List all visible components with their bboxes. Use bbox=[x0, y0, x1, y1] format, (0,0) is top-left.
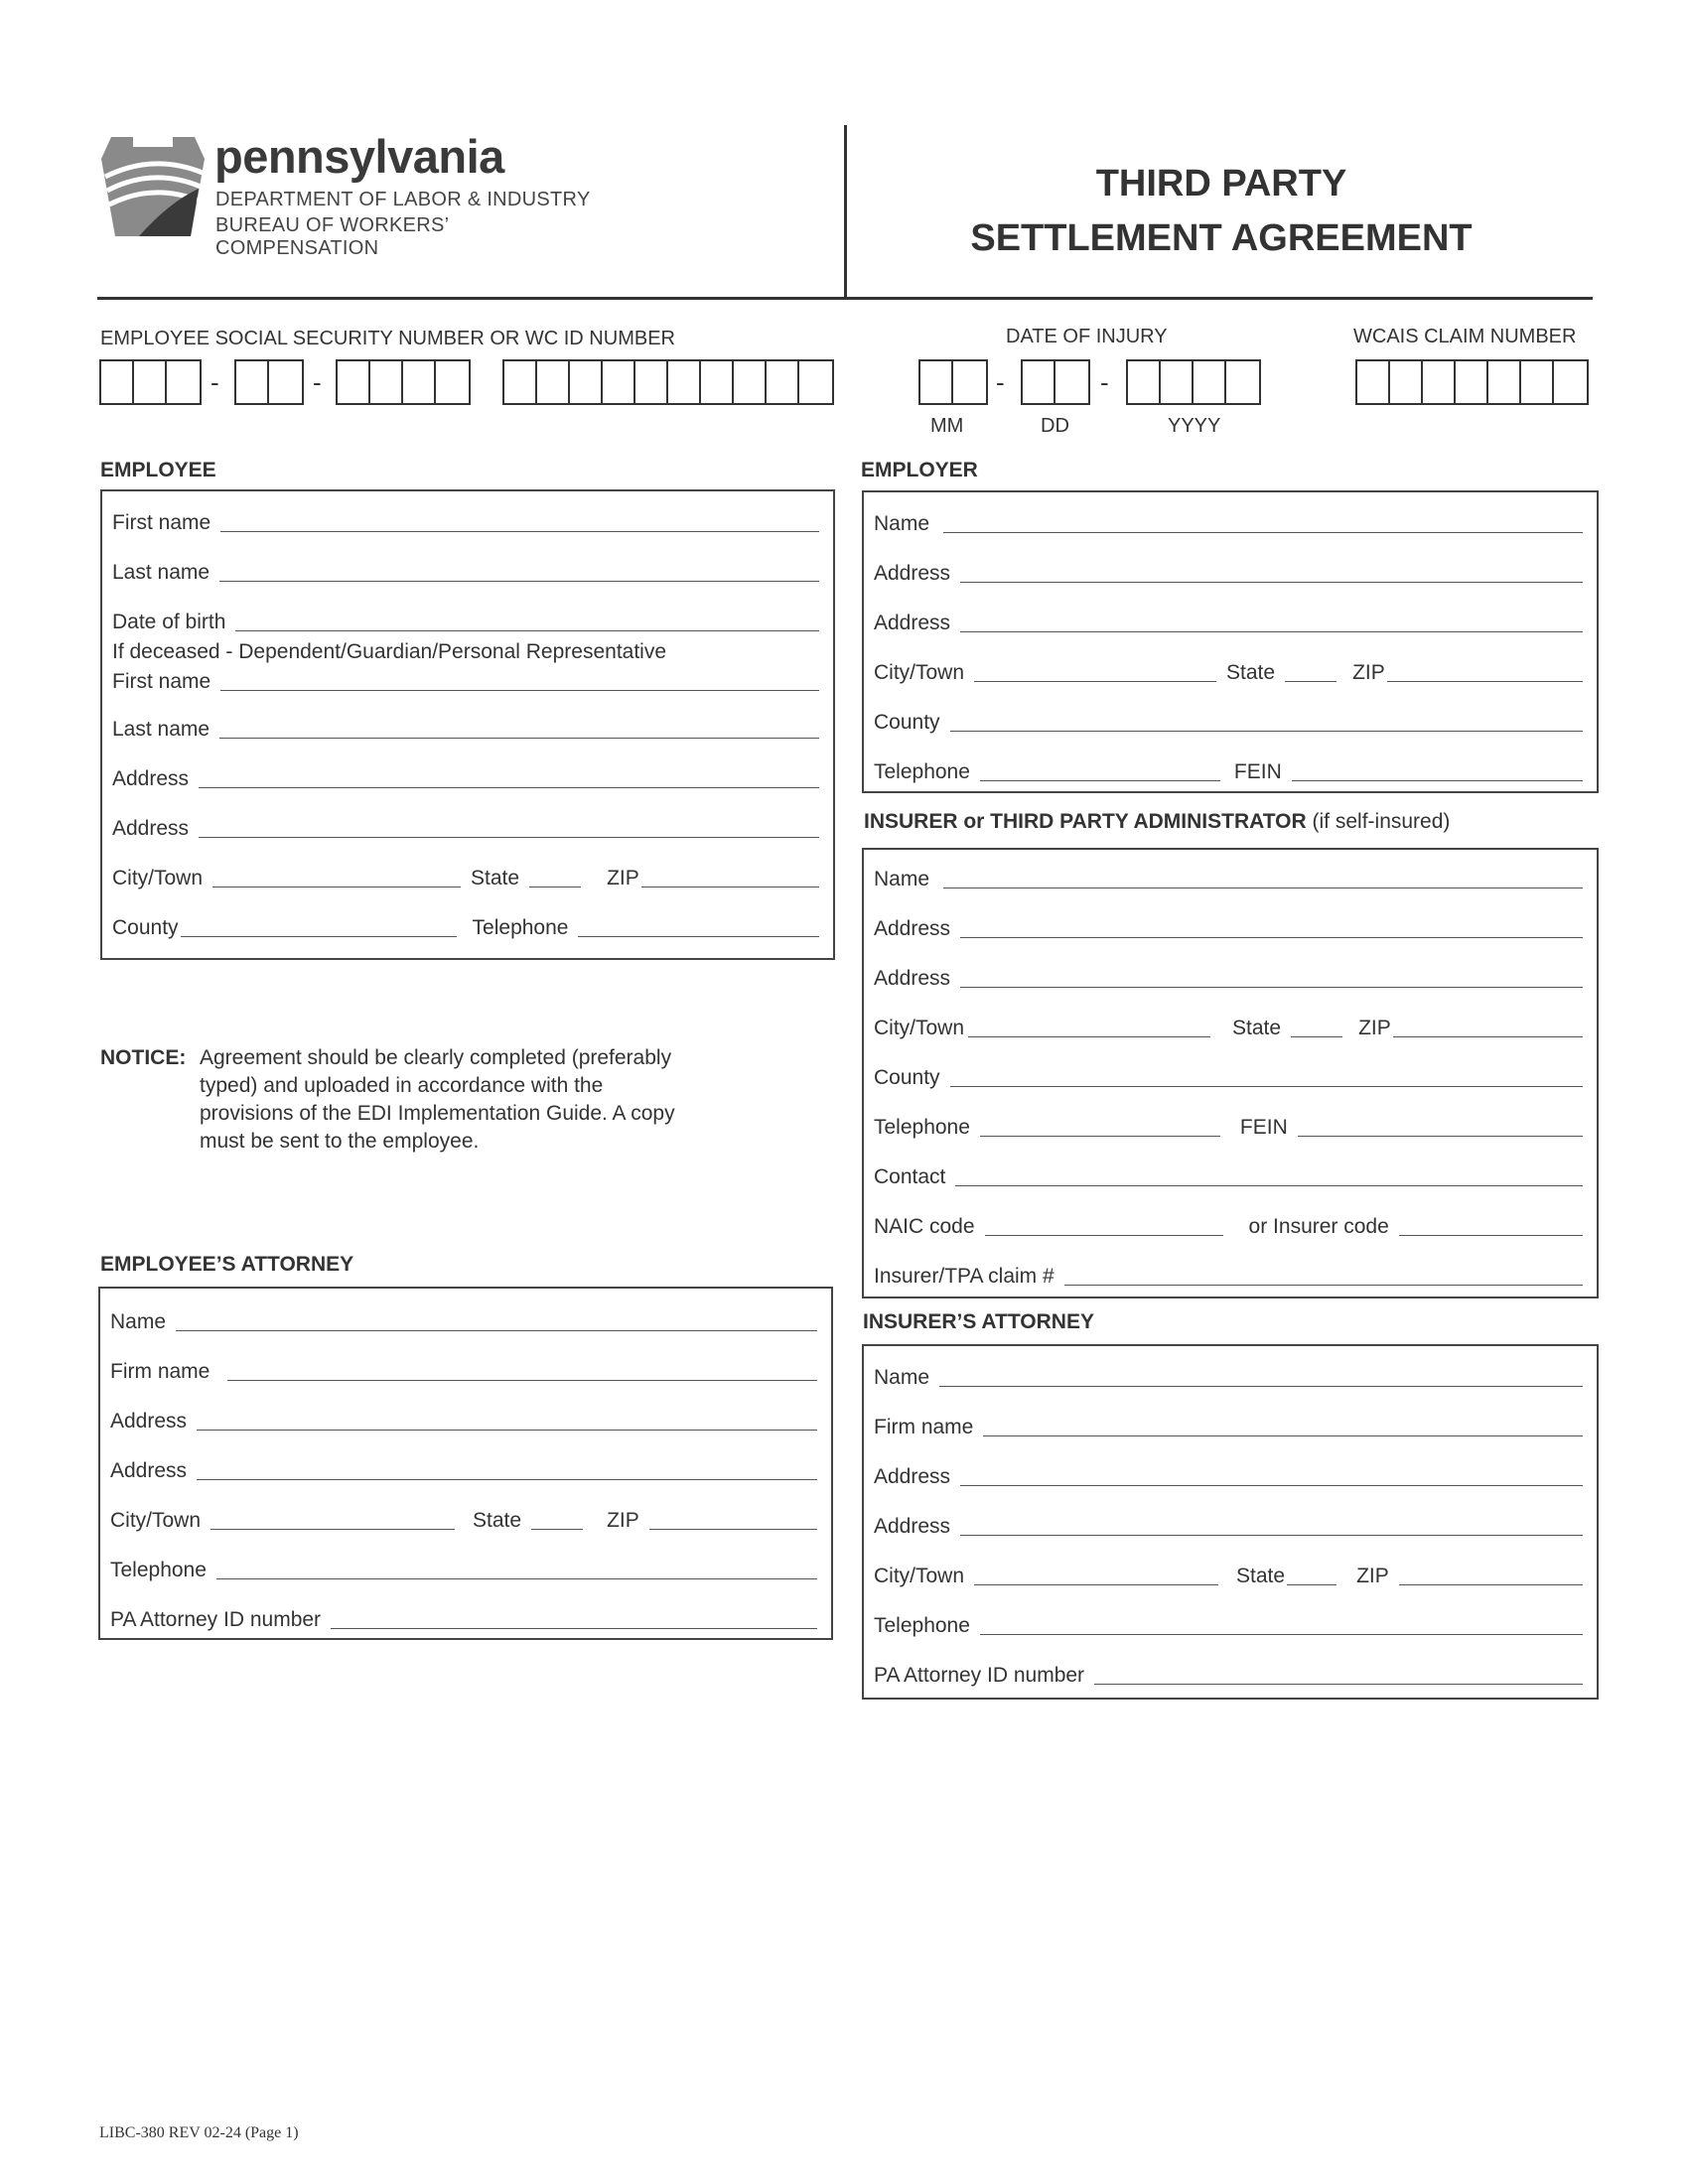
injury-month-input[interactable] bbox=[918, 359, 988, 405]
insurer-name-field[interactable] bbox=[943, 871, 1583, 888]
title-line-2: SETTLEMENT AGREEMENT bbox=[970, 217, 1473, 259]
insurer-contact-label: Contact bbox=[874, 1165, 946, 1188]
employee-state-label: State bbox=[471, 867, 520, 889]
ea-state-field[interactable] bbox=[531, 1512, 583, 1530]
insurer-telephone-row bbox=[864, 1110, 1597, 1140]
ia-pa-id-label: PA Attorney ID number bbox=[874, 1664, 1085, 1687]
insurer-claim-label: Insurer/TPA claim # bbox=[874, 1265, 1055, 1288]
ia-address2-field[interactable] bbox=[960, 1518, 1583, 1536]
insurer-state-field[interactable] bbox=[1291, 1020, 1342, 1037]
ia-city-field[interactable] bbox=[974, 1568, 1218, 1585]
ea-firm-field[interactable] bbox=[227, 1363, 817, 1381]
insurer-address1-field[interactable] bbox=[960, 920, 1583, 938]
ia-telephone-row bbox=[864, 1608, 1597, 1638]
employer-name-label: Name bbox=[874, 512, 930, 535]
ssn-part2-input[interactable] bbox=[234, 359, 304, 405]
insurer-state-label: State bbox=[1232, 1017, 1282, 1039]
insurer-fein-label: FEIN bbox=[1239, 1116, 1288, 1139]
ia-pa-id-row bbox=[864, 1658, 1597, 1688]
ea-city-label: City/Town bbox=[110, 1509, 202, 1532]
ia-name-label: Name bbox=[874, 1366, 930, 1389]
employee-telephone-field[interactable] bbox=[578, 919, 819, 937]
employer-telephone-label: Telephone bbox=[874, 760, 970, 783]
insurer-address2-row bbox=[864, 961, 1597, 991]
mm-caption: MM bbox=[930, 415, 964, 437]
keystone-logo-icon bbox=[99, 133, 207, 240]
ia-name-field[interactable] bbox=[939, 1369, 1583, 1387]
wcais-claim-label: WCAIS CLAIM NUMBER bbox=[1353, 326, 1577, 347]
employer-telephone-row bbox=[864, 754, 1597, 784]
ea-city-field[interactable] bbox=[211, 1512, 455, 1530]
employee-address1-field[interactable] bbox=[199, 770, 819, 788]
notice-line-3: provisions of the EDI Implementation Guide. A copy bbox=[200, 1102, 675, 1125]
department-name: DEPARTMENT OF LABOR & INDUSTRY bbox=[215, 189, 591, 210]
insurer-contact-row bbox=[864, 1160, 1597, 1189]
ia-zip-label: ZIP bbox=[1356, 1565, 1389, 1587]
ea-city-row bbox=[100, 1503, 831, 1533]
logo-wordmark: pennsylvania bbox=[214, 130, 504, 183]
employee-zip-field[interactable] bbox=[641, 870, 819, 887]
insurer-city-label: City/Town bbox=[874, 1017, 965, 1039]
ea-telephone-field[interactable] bbox=[216, 1562, 817, 1579]
employee-address2-row bbox=[102, 811, 833, 841]
employer-city-field[interactable] bbox=[974, 664, 1216, 682]
employee-last-name-row bbox=[102, 555, 833, 585]
date-of-injury-label: DATE OF INJURY bbox=[1006, 326, 1168, 347]
rep-first-name-label: First name bbox=[112, 670, 211, 693]
employer-city-row bbox=[864, 655, 1597, 685]
employee-city-label: City/Town bbox=[112, 867, 204, 889]
insurer-zip-field[interactable] bbox=[1393, 1020, 1583, 1037]
ea-pa-id-row bbox=[100, 1602, 831, 1632]
employee-city-row bbox=[102, 861, 833, 890]
ea-address1-field[interactable] bbox=[197, 1413, 817, 1431]
deceased-note-row bbox=[102, 634, 833, 664]
employer-zip-field[interactable] bbox=[1387, 664, 1583, 682]
date-dash-1: - bbox=[996, 367, 1005, 397]
form-footer-id: LIBC-380 REV 02-24 (Page 1) bbox=[99, 2124, 299, 2141]
ia-address1-label: Address bbox=[874, 1465, 951, 1488]
ea-address1-label: Address bbox=[110, 1410, 188, 1433]
employee-last-name-field[interactable] bbox=[219, 564, 819, 582]
employee-zip-label: ZIP bbox=[607, 867, 639, 889]
insurer-attorney-panel bbox=[862, 1344, 1599, 1700]
ia-telephone-field[interactable] bbox=[980, 1617, 1583, 1635]
employer-address2-field[interactable] bbox=[960, 614, 1583, 632]
ia-address1-field[interactable] bbox=[960, 1468, 1583, 1486]
insurer-claim-field[interactable] bbox=[1064, 1268, 1583, 1286]
employee-dob-label: Date of birth bbox=[112, 611, 226, 633]
notice-block bbox=[100, 1044, 775, 1156]
employee-dob-field[interactable] bbox=[235, 614, 819, 631]
ia-address1-row bbox=[864, 1459, 1597, 1489]
employee-address1-label: Address bbox=[112, 767, 190, 790]
employer-county-label: County bbox=[874, 711, 940, 734]
insurer-county-field[interactable] bbox=[950, 1069, 1583, 1087]
ea-address1-row bbox=[100, 1404, 831, 1433]
employee-state-field[interactable] bbox=[529, 870, 581, 887]
ea-name-label: Name bbox=[110, 1310, 167, 1333]
employer-city-label: City/Town bbox=[874, 661, 965, 684]
employer-address2-label: Address bbox=[874, 612, 951, 634]
wcais-claim-input[interactable] bbox=[1355, 359, 1589, 405]
insurer-county-label: County bbox=[874, 1066, 940, 1089]
ia-address2-row bbox=[864, 1509, 1597, 1539]
ea-state-label: State bbox=[473, 1509, 522, 1532]
notice-line-4: must be sent to the employee. bbox=[200, 1130, 480, 1153]
employer-panel bbox=[862, 490, 1599, 793]
ia-state-field[interactable] bbox=[1287, 1568, 1336, 1585]
insurer-address2-field[interactable] bbox=[960, 970, 1583, 988]
insurer-zip-label: ZIP bbox=[1358, 1017, 1391, 1039]
insurer-section-title bbox=[864, 810, 1450, 834]
ssn-dash-1: - bbox=[211, 367, 219, 397]
insurer-code-field[interactable] bbox=[1399, 1218, 1583, 1236]
insurer-naic-row bbox=[864, 1209, 1597, 1239]
injury-day-input[interactable] bbox=[1021, 359, 1090, 405]
header-rule bbox=[97, 297, 1593, 300]
notice-line-1: Agreement should be clearly completed (preferably bbox=[200, 1046, 672, 1069]
rep-last-name-label: Last name bbox=[112, 718, 211, 741]
injury-year-input[interactable] bbox=[1126, 359, 1261, 405]
page-title bbox=[854, 157, 1589, 266]
date-dash-2: - bbox=[1100, 367, 1109, 397]
employee-attorney-section-title: EMPLOYEE’S ATTORNEY bbox=[100, 1253, 354, 1276]
yyyy-caption: YYYY bbox=[1168, 415, 1221, 437]
ssn-part1-input[interactable] bbox=[99, 359, 202, 405]
ea-firm-label: Firm name bbox=[110, 1360, 211, 1383]
ia-city-row bbox=[864, 1559, 1597, 1588]
insurer-telephone-field[interactable] bbox=[980, 1119, 1220, 1137]
employer-state-label: State bbox=[1226, 661, 1276, 684]
insurer-attorney-section-title: INSURER’S ATTORNEY bbox=[863, 1310, 1094, 1333]
title-line-1: THIRD PARTY bbox=[1095, 163, 1347, 205]
insurer-address1-row bbox=[864, 911, 1597, 941]
employer-section-title: EMPLOYER bbox=[861, 459, 978, 481]
insurer-naic-field[interactable] bbox=[985, 1218, 1223, 1236]
ia-name-row bbox=[864, 1360, 1597, 1390]
header-divider bbox=[844, 125, 847, 300]
ia-telephone-label: Telephone bbox=[874, 1614, 970, 1637]
ea-address2-row bbox=[100, 1453, 831, 1483]
bureau-name: BUREAU OF WORKERS’ COMPENSATION bbox=[215, 214, 449, 259]
employee-county-field[interactable] bbox=[181, 919, 457, 937]
employer-address2-row bbox=[864, 606, 1597, 635]
employee-address2-field[interactable] bbox=[199, 820, 819, 838]
employee-county-label: County bbox=[112, 916, 179, 939]
employee-panel bbox=[100, 489, 835, 960]
pa-logo bbox=[99, 130, 616, 259]
ea-zip-field[interactable] bbox=[649, 1512, 817, 1530]
insurer-title-suffix: (if self-insured) bbox=[1306, 810, 1451, 833]
employer-telephone-field[interactable] bbox=[980, 763, 1220, 781]
insurer-code-label: or Insurer code bbox=[1248, 1215, 1389, 1238]
insurer-name-label: Name bbox=[874, 868, 930, 890]
insurer-naic-label: NAIC code bbox=[874, 1215, 975, 1238]
ea-telephone-label: Telephone bbox=[110, 1559, 207, 1581]
insurer-claim-row bbox=[864, 1259, 1597, 1289]
employer-address1-label: Address bbox=[874, 562, 951, 585]
employee-address1-row bbox=[102, 761, 833, 791]
employer-fein-field[interactable] bbox=[1292, 763, 1583, 781]
ia-pa-id-field[interactable] bbox=[1094, 1667, 1583, 1685]
ea-firm-row bbox=[100, 1354, 831, 1384]
ea-address2-field[interactable] bbox=[197, 1462, 817, 1480]
employee-telephone-label: Telephone bbox=[472, 916, 569, 939]
employer-county-row bbox=[864, 705, 1597, 735]
ssn-part3-input[interactable] bbox=[336, 359, 471, 405]
employer-state-field[interactable] bbox=[1285, 664, 1336, 682]
ea-zip-label: ZIP bbox=[607, 1509, 639, 1532]
ia-zip-field[interactable] bbox=[1399, 1568, 1583, 1585]
insurer-city-row bbox=[864, 1011, 1597, 1040]
ia-firm-field[interactable] bbox=[983, 1419, 1583, 1436]
employer-fein-label: FEIN bbox=[1233, 760, 1282, 783]
insurer-telephone-label: Telephone bbox=[874, 1116, 970, 1139]
deceased-note: If deceased - Dependent/Guardian/Personal Representative bbox=[112, 640, 667, 663]
ea-name-field[interactable] bbox=[176, 1313, 817, 1331]
employee-first-name-row bbox=[102, 505, 833, 535]
insurer-panel bbox=[862, 848, 1599, 1298]
notice-keyword: NOTICE: bbox=[100, 1046, 187, 1069]
employer-zip-label: ZIP bbox=[1352, 661, 1385, 684]
insurer-city-field[interactable] bbox=[968, 1020, 1210, 1037]
insurer-title-text: INSURER or THIRD PARTY ADMINISTRATOR bbox=[864, 810, 1307, 833]
ia-firm-row bbox=[864, 1410, 1597, 1439]
ea-pa-id-field[interactable] bbox=[331, 1611, 817, 1629]
employee-last-name-label: Last name bbox=[112, 561, 211, 584]
dd-caption: DD bbox=[1041, 415, 1069, 437]
rep-first-name-field[interactable] bbox=[220, 673, 819, 691]
ia-firm-label: Firm name bbox=[874, 1416, 974, 1438]
ia-city-label: City/Town bbox=[874, 1565, 965, 1587]
ssn-label: EMPLOYEE SOCIAL SECURITY NUMBER OR WC ID NUMBER bbox=[100, 328, 675, 349]
rep-last-name-field[interactable] bbox=[219, 721, 819, 739]
ea-address2-label: Address bbox=[110, 1459, 188, 1482]
ea-telephone-row bbox=[100, 1553, 831, 1582]
employee-section-title: EMPLOYEE bbox=[100, 459, 216, 481]
ssn-dash-2: - bbox=[313, 367, 322, 397]
employer-county-field[interactable] bbox=[950, 714, 1583, 732]
ia-state-label: State bbox=[1236, 1565, 1286, 1587]
insurer-address1-label: Address bbox=[874, 917, 951, 940]
employee-first-name-label: First name bbox=[112, 511, 211, 534]
employer-address1-field[interactable] bbox=[960, 565, 1583, 583]
employer-address1-row bbox=[864, 556, 1597, 586]
employee-attorney-panel bbox=[98, 1287, 833, 1640]
insurer-county-row bbox=[864, 1060, 1597, 1090]
rep-first-name-row bbox=[102, 664, 833, 694]
employee-first-name-field[interactable] bbox=[220, 514, 819, 532]
employee-city-field[interactable] bbox=[212, 870, 461, 887]
employer-name-row bbox=[864, 506, 1597, 536]
employee-address2-label: Address bbox=[112, 817, 190, 840]
rep-last-name-row bbox=[102, 712, 833, 742]
insurer-contact-field[interactable] bbox=[955, 1168, 1583, 1186]
wc-id-input[interactable] bbox=[502, 359, 834, 405]
ea-name-row bbox=[100, 1304, 831, 1334]
notice-line-2: typed) and uploaded in accordance with the bbox=[200, 1074, 604, 1097]
employee-county-row bbox=[102, 910, 833, 940]
insurer-name-row bbox=[864, 862, 1597, 891]
employer-name-field[interactable] bbox=[943, 515, 1583, 533]
ea-pa-id-label: PA Attorney ID number bbox=[110, 1608, 322, 1631]
employee-dob-row bbox=[102, 605, 833, 634]
ia-address2-label: Address bbox=[874, 1515, 951, 1538]
insurer-fein-field[interactable] bbox=[1298, 1119, 1583, 1137]
insurer-address2-label: Address bbox=[874, 967, 951, 990]
